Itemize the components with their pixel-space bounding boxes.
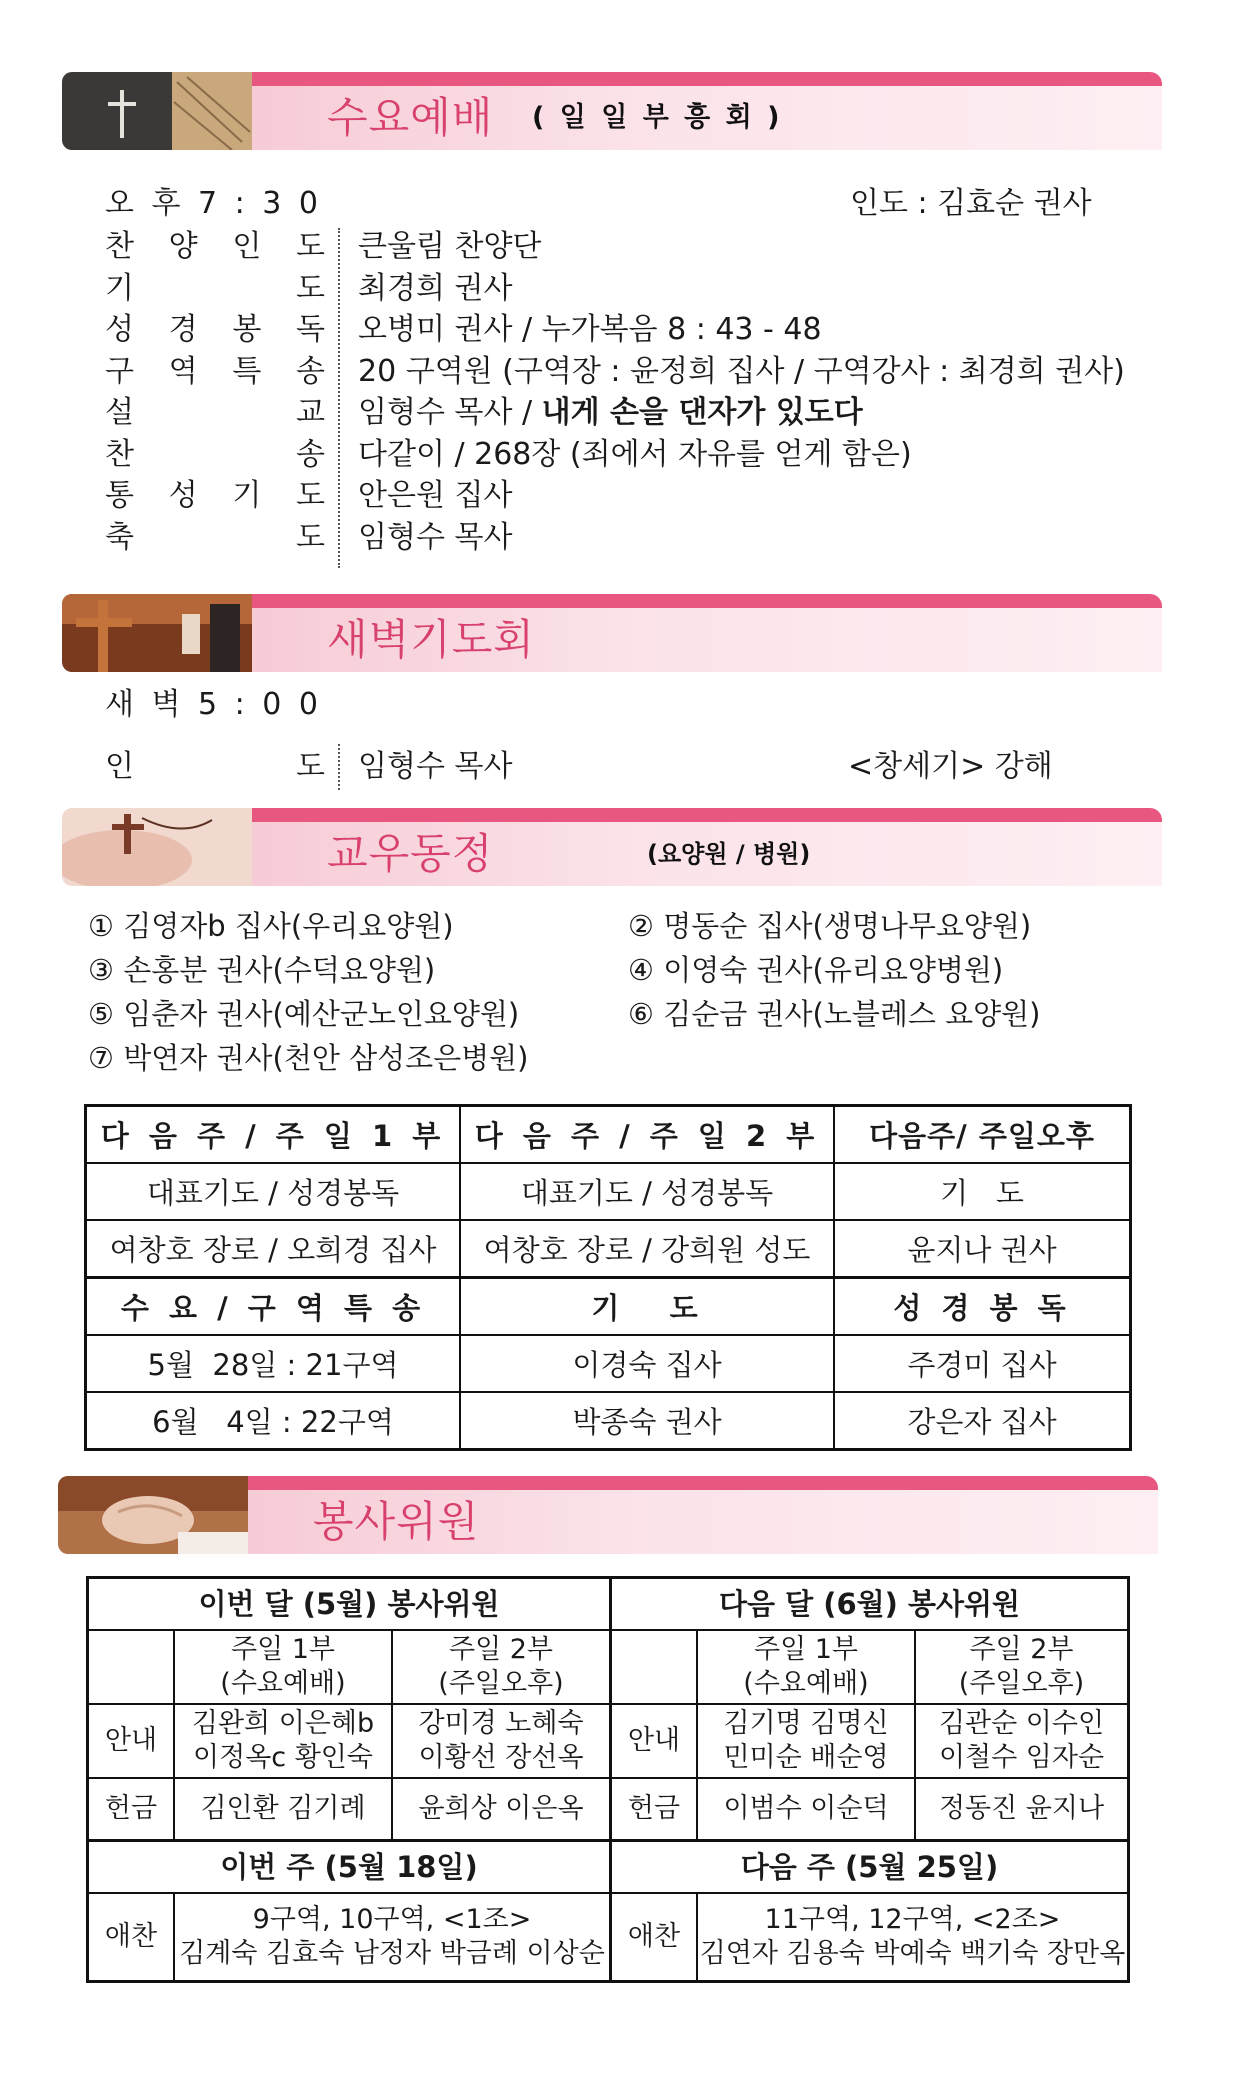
program-label: 구 역 특 송 (105, 354, 325, 389)
program-value: 안은원 집사 (358, 478, 513, 513)
table-cell: 여창호 장로 / 오희경 집사 (86, 1220, 461, 1278)
member-item-1: ① 김영자b 집사(우리요양원) (88, 909, 454, 943)
next-week-header: 다음 주 (5월 25일) (611, 1841, 1129, 1894)
program-value: 최경희 권사 (358, 271, 513, 306)
table-header: 주일 1부 (수요예배) (697, 1630, 915, 1704)
this-week-header: 이번 주 (5월 18일) (88, 1841, 611, 1894)
sermon-title: 내게 손을 댄자가 있도다 (541, 395, 863, 430)
wednesday-title: 수요예배 (327, 93, 494, 142)
praying-hands-photo-icon (58, 1476, 248, 1554)
table-cell: 9구역, 10구역, <1조> 김계숙 김효숙 남정자 박금례 이상순 (174, 1893, 611, 1982)
program-value: 큰울림 찬양단 (358, 229, 542, 264)
table-cell: 김완희 이은혜b 이정옥c 황인숙 (174, 1704, 392, 1778)
dawn-title: 새벽기도회 (327, 615, 535, 664)
table-header: 주일 1부 (수요예배) (174, 1630, 392, 1704)
volunteers-table (86, 1576, 1130, 1983)
table-header: 다 음 주 / 주 일 2 부 (460, 1106, 834, 1164)
wednesday-subtitle: ( 일 일 부 흥 회 ) (532, 102, 780, 133)
table-cell: 기 도 (834, 1163, 1131, 1220)
members-banner (62, 808, 1162, 886)
table-cell: 강은자 집사 (834, 1392, 1131, 1450)
program-value: 다같이 / 268장 (죄에서 자유를 얻게 함은) (358, 437, 912, 472)
member-item-4: ④ 이영숙 권사(유리요양병원) (628, 953, 1004, 987)
table-cell: 김기명 김명신 민미순 배순영 (697, 1704, 915, 1778)
table-cell: 11구역, 12구역, <2조> 김연자 김용숙 박예숙 백기숙 장만옥 (697, 1893, 1129, 1982)
member-item-7: ⑦ 박연자 권사(천안 삼성조은병원) (88, 1041, 529, 1075)
program-label: 통 성 기 도 (105, 478, 325, 513)
table-cell: 박종숙 권사 (460, 1392, 834, 1450)
program-value: 오병미 권사 / 누가복음 8 : 43 - 48 (358, 312, 822, 347)
table-cell: 6월 4일 : 22구역 (86, 1392, 461, 1450)
table-cell: 5월 28일 : 21구역 (86, 1335, 461, 1392)
table-cell: 여창호 장로 / 강희원 성도 (460, 1220, 834, 1278)
this-month-header: 이번 달 (5월) 봉사위원 (88, 1578, 611, 1631)
member-item-3: ③ 손홍분 권사(수덕요양원) (88, 953, 436, 987)
table-header: 주일 2부 (주일오후) (392, 1630, 611, 1704)
table-cell: 이경숙 집사 (460, 1335, 834, 1392)
member-item-5: ⑤ 임춘자 권사(예산군노인요양원) (88, 997, 520, 1031)
table-cell: 대표기도 / 성경봉독 (460, 1163, 834, 1220)
cross-candle-photo-icon (62, 594, 252, 672)
dawn-leader: 임형수 목사 (358, 749, 513, 784)
member-item-2: ② 명동순 집사(생명나무요양원) (628, 909, 1032, 943)
dawn-label: 인 도 (105, 749, 325, 784)
wednesday-time: 오 후 7 : 3 0 (105, 186, 323, 221)
program-value: 20 구역원 (구역장 : 윤정희 집사 / 구역강사 : 최경희 권사) (358, 354, 1125, 389)
wednesday-leader: 인도 : 김효순 권사 (850, 186, 1092, 221)
wednesday-banner (62, 72, 1162, 150)
table-header: 기 도 (460, 1278, 834, 1336)
wednesday-divider (338, 228, 340, 568)
table-cell: 주경미 집사 (834, 1335, 1131, 1392)
table-header: 다음주/ 주일오후 (834, 1106, 1131, 1164)
choir-label: 애찬 (88, 1893, 175, 1982)
dawn-time: 새 벽 5 : 0 0 (105, 687, 323, 722)
program-label: 찬 송 (105, 437, 325, 472)
table-cell: 강미경 노혜숙 이황선 장선옥 (392, 1704, 611, 1778)
table-cell: 김관순 이수인 이철수 임자순 (915, 1704, 1129, 1778)
cross-photo-icon (62, 72, 252, 150)
program-value: 임형수 목사 / 내게 손을 댄자가 있도다 (358, 395, 863, 430)
table-cell: 대표기도 / 성경봉독 (86, 1163, 461, 1220)
program-label: 찬 양 인 도 (105, 229, 325, 264)
program-value: 임형수 목사 (358, 520, 513, 555)
volunteers-title: 봉사위원 (313, 1497, 480, 1546)
guide-label: 안내 (88, 1704, 175, 1778)
program-label: 축 도 (105, 520, 325, 555)
member-item-6: ⑥ 김순금 권사(노블레스 요양원) (628, 997, 1041, 1031)
program-label: 설 교 (105, 395, 325, 430)
guide-label: 안내 (611, 1704, 698, 1778)
offering-label: 헌금 (611, 1778, 698, 1841)
program-label: 기 도 (105, 271, 325, 306)
members-title: 교우동정 (327, 829, 494, 878)
table-header: 다 음 주 / 주 일 1 부 (86, 1106, 461, 1164)
offering-label: 헌금 (88, 1778, 175, 1841)
choir-label: 애찬 (611, 1893, 698, 1982)
table-cell: 이범수 이순덕 (697, 1778, 915, 1841)
members-subtitle: (요양원 / 병원) (647, 840, 811, 868)
hand-cross-photo-icon (62, 808, 252, 886)
next-month-header: 다음 달 (6월) 봉사위원 (611, 1578, 1129, 1631)
table-cell: 윤지나 권사 (834, 1220, 1131, 1278)
table-header: 성 경 봉 독 (834, 1278, 1131, 1336)
table-cell: 정동진 윤지나 (915, 1778, 1129, 1841)
table-cell: 윤희상 이은옥 (392, 1778, 611, 1841)
dawn-banner (62, 594, 1162, 672)
table-cell: 김인환 김기례 (174, 1778, 392, 1841)
table-header: 주일 2부 (주일오후) (915, 1630, 1129, 1704)
volunteers-banner (58, 1476, 1158, 1554)
program-label: 성 경 봉 독 (105, 312, 325, 347)
table-header: 수 요 / 구 역 특 송 (86, 1278, 461, 1336)
next-week-table (84, 1104, 1132, 1451)
dawn-note: <창세기> 강해 (848, 749, 1053, 784)
